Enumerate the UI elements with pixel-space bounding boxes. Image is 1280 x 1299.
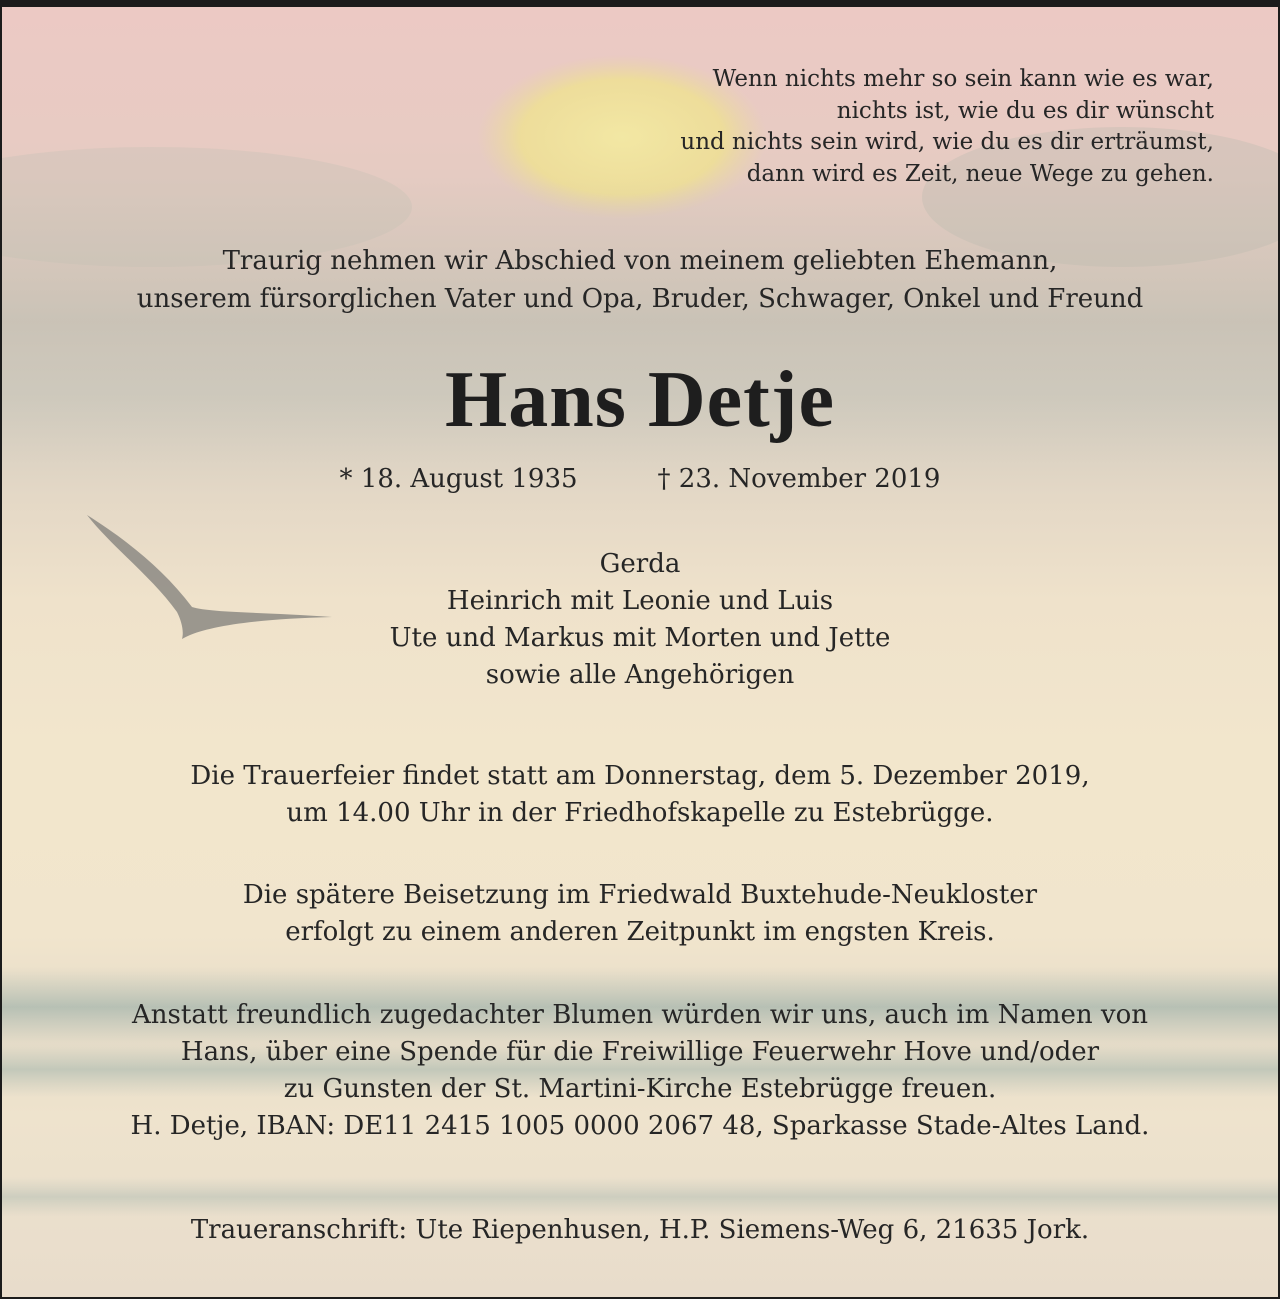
motto-line: Wenn nichts mehr so sein kann wie es war,: [712, 66, 1214, 92]
mourner-line: Ute und Markus mit Morten und Jette: [389, 623, 891, 653]
mourner-line: Gerda: [599, 549, 681, 579]
ceremony-notice: [2, 758, 1278, 832]
obituary-content: [2, 7, 1278, 1297]
donation-notice: [2, 997, 1278, 1145]
farewell-intro: [2, 242, 1278, 318]
ceremony-line: Die Trauerfeier findet statt am Donnerstag, dem 5. Dezember 2019,: [190, 761, 1090, 791]
burial-notice: [2, 877, 1278, 951]
burial-line: Die spätere Beisetzung im Friedwald Buxtehude-Neukloster: [242, 880, 1038, 910]
mourner-line: sowie alle Angehörigen: [485, 660, 795, 690]
life-dates: [2, 461, 1278, 497]
intro-line: Traurig nehmen wir Abschied von meinem geliebten Ehemann,: [222, 246, 1058, 276]
motto-poem: [680, 64, 1214, 190]
ceremony-line: um 14.00 Uhr in der Friedhofskapelle zu Estebrügge.: [286, 798, 994, 828]
donation-line: Hans, über eine Spende für die Freiwillige Feuerwehr Hove und/oder: [180, 1037, 1100, 1067]
motto-line: nichts ist, wie du es dir wünscht: [836, 97, 1214, 124]
mourning-address: Traueranschrift: Ute Riepenhusen, H.P. Siemens-Weg 6, 21635 Jork.: [190, 1215, 1090, 1245]
motto-line: dann wird es Zeit, neue Wege zu gehen.: [746, 160, 1214, 187]
donation-line: H. Detje, IBAN: DE11 2415 1005 0000 2067 48, Sparkasse Stade-Altes Land.: [130, 1111, 1150, 1141]
mourner-line: Heinrich mit Leonie und Luis: [446, 586, 834, 616]
motto-line: und nichts sein wird, wie du es dir erträumst,: [680, 129, 1214, 155]
donation-line: Anstatt freundlich zugedachter Blumen würden wir uns, auch im Namen von: [132, 1000, 1148, 1030]
burial-line: erfolgt zu einem anderen Zeitpunkt im engsten Kreis.: [285, 917, 995, 947]
death-date: † 23. November 2019: [657, 464, 941, 494]
mourners-list: [2, 546, 1278, 694]
donation-line: zu Gunsten der St. Martini-Kirche Estebrügge freuen.: [283, 1074, 997, 1104]
birth-date: * 18. August 1935: [339, 464, 578, 494]
intro-line: unserem fürsorglichen Vater und Opa, Bruder, Schwager, Onkel und Freund: [136, 284, 1144, 314]
deceased-name: Hans Detje: [445, 356, 835, 444]
